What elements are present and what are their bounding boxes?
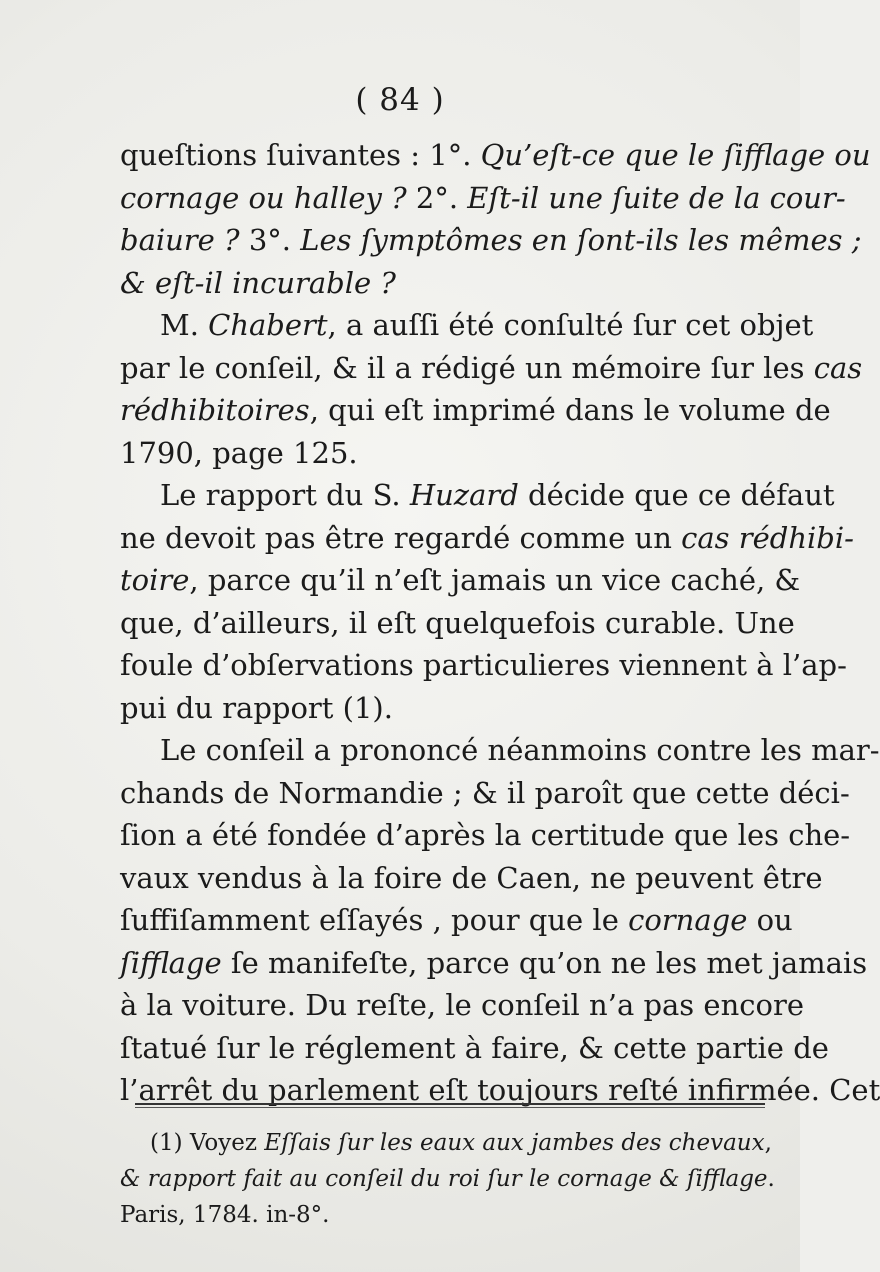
text-segment: , qui eſt imprimé dans le volume de	[309, 393, 831, 427]
text-segment: 3°.	[248, 223, 301, 257]
text-segment: Chabert	[208, 308, 328, 342]
text-line	[120, 984, 804, 1027]
text-line	[120, 219, 862, 262]
text-segment: , parce qu’il n’eſt jamais un vice caché, &	[189, 563, 801, 597]
footnote-line	[120, 1197, 765, 1233]
text-segment: baiure ?	[120, 223, 249, 257]
text-segment: toire	[120, 563, 190, 597]
text-segment: & eſt-il incurable ?	[120, 265, 396, 300]
text-line	[120, 304, 814, 347]
text-segment: par le conſeil, & il a rédigé un mémoire ſur les	[120, 350, 814, 385]
text-line	[120, 899, 793, 942]
text-line	[120, 389, 831, 432]
footnote-line	[120, 1125, 772, 1161]
text-segment: ,	[764, 1130, 772, 1156]
footnote-rule	[135, 1103, 765, 1105]
text-segment: queſtions ſuivantes : 1°.	[120, 138, 481, 172]
text-line	[120, 559, 801, 602]
text-segment: rédhibitoires	[120, 393, 310, 427]
text-line	[120, 729, 880, 772]
text-segment: M.	[160, 308, 209, 342]
text-segment: ou	[747, 903, 793, 937]
text-segment: ſtatué ſur le réglement à faire, & cette partie de	[120, 1030, 829, 1065]
text-segment: .	[767, 1166, 775, 1192]
text-segment: cornage ou halley ?	[120, 180, 416, 215]
text-segment: , a auſſi été conſulté ſur cet objet	[327, 308, 814, 342]
text-segment: vaux vendus à la foire de Caen, ne peuvent être	[120, 860, 823, 895]
text-segment: ſion a été fondée d’après la certitude que les che-	[120, 818, 851, 852]
text-segment: Eſſais ſur les eaux aux jambes des chevaux	[264, 1130, 765, 1156]
footnote-line	[120, 1161, 775, 1197]
text-line	[120, 1069, 880, 1112]
text-line	[120, 857, 823, 900]
text-segment: ſe manifeſte, parce qu’on ne les met jamais	[221, 945, 868, 980]
text-line	[120, 177, 846, 220]
text-segment: Les ſymptômes en ſont-ils les mêmes ;	[300, 223, 862, 257]
text-segment: ſuffiſamment eſſayés , pour que le	[120, 903, 629, 937]
text-segment: Le rapport du S.	[160, 478, 410, 512]
text-line	[120, 942, 868, 985]
footnote	[120, 1125, 775, 1233]
text-line	[120, 814, 851, 857]
text-line	[120, 602, 795, 645]
body-text	[120, 134, 880, 1112]
text-segment: Huzard	[409, 478, 519, 512]
text-segment: cas rédhibi-	[681, 520, 854, 555]
text-line	[120, 687, 765, 730]
text-line	[120, 772, 850, 815]
text-line	[120, 644, 847, 687]
text-segment: que, d’ailleurs, il eſt quelquefois curable. Une	[120, 605, 795, 640]
text-line	[120, 262, 765, 305]
text-segment: chands de Normandie ; & il paroît que cette déci-	[120, 775, 850, 810]
text-segment: ne devoit pas être regardé comme un	[120, 520, 682, 555]
text-segment: décide que ce défaut	[518, 478, 835, 512]
text-segment: 1790, page 125.	[120, 435, 358, 470]
text-segment: foule d’obſervations particulieres viennent à l’ap-	[120, 648, 847, 682]
text-segment: à la voiture. Du reſte, le conſeil n’a pas encore	[120, 988, 804, 1022]
text-segment: Le conſeil a prononcé néanmoins contre les mar-	[160, 733, 880, 767]
text-segment: Qu’eſt-ce que le ſifflage ou	[480, 138, 871, 172]
page-number: ( 84 )	[355, 82, 445, 118]
text-segment: l’arrêt du parlement eſt toujours reſté infirmée. Cet	[120, 1073, 880, 1107]
text-segment: 2°.	[415, 180, 468, 215]
text-segment: Paris, 1784. in-8°.	[120, 1202, 330, 1228]
text-line	[120, 517, 854, 560]
text-segment: ſifflage	[120, 945, 222, 980]
text-segment: Eſt-il une ſuite de la cour-	[467, 180, 846, 215]
text-segment: cas	[813, 350, 863, 385]
footnote-rule-thin	[135, 1107, 765, 1108]
text-line	[120, 347, 863, 390]
text-segment: pui du rapport (1).	[120, 690, 393, 725]
text-segment: & rapport fait au conſeil du roi ſur le cornage & ſifflage	[120, 1166, 768, 1192]
text-line	[120, 432, 765, 475]
text-segment: (1) Voyez	[150, 1130, 265, 1156]
text-line	[120, 1027, 829, 1070]
text-line	[120, 474, 835, 517]
text-line	[120, 134, 871, 177]
text-segment: cornage	[628, 903, 748, 937]
